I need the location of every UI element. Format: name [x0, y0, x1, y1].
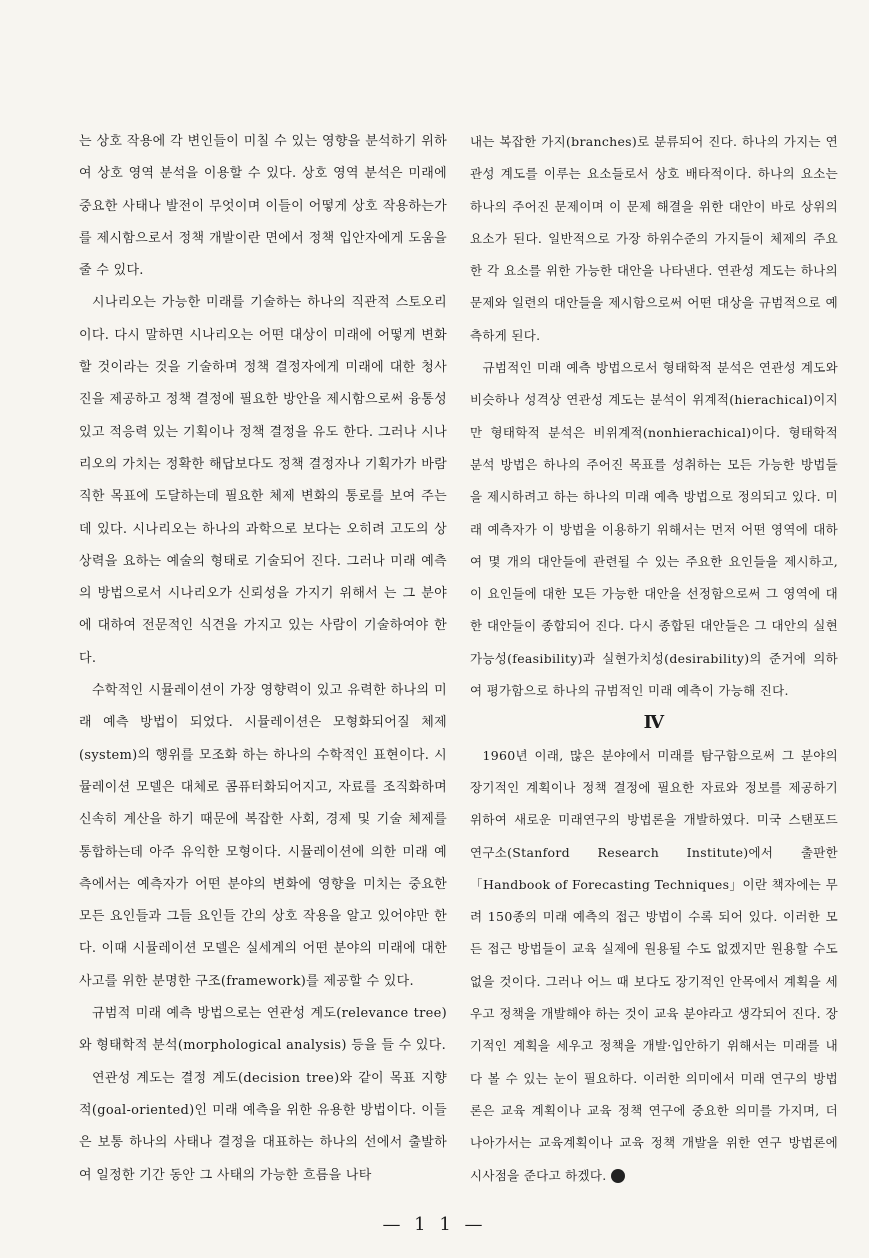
paragraph-relevance-tree: 연관성 계도는 결정 계도(decision tree)와 같이 목표 지향적(goal-oriented)인 미래 예측을 위한 유용한 방법이다. 이들은 보통 하나의 사태나 결정을 대표하는 하나의 선에서 출발하여 일정한 기간 동안 그 사태의 가능한 흐름을 나타 — [79, 1070, 447, 1183]
paragraph-simulation: 수학적인 시뮬레이션이 가장 영향력이 있고 유력한 하나의 미래 예측 방법이 되었다. 시뮬레이션은 모형화되어질 체제(system)의 행위를 모조화 하는 하나의 수학적인 표현이다. 시뮬레이션 모델은 대체로 콤퓨터화되어지고, 자료를 조직화하며 신속히 계산을 하기 때문에 복잡한 사회, 경제 및 기술 체제를 통합하는데 아주 유익한 모형이다. 시뮬레이션에 의한 미래 예측에서는 예측자가 어떤 분야의 변화에 영향을 미치는 중요한 모든 요인들과 그들 요인들 간의 상호 작용을 알고 있어야만 한다. 이때 시뮬레이션 모델은 실세계의 어떤 분야의 미래에 대한 사고를 위한 분명한 구조(framework)를 제공할 수 있다. — [79, 683, 447, 989]
paragraph-scenario: 시나리오는 가능한 미래를 기술하는 하나의 직관적 스토오리이다. 다시 말하면 시나리오는 어떤 대상이 미래에 어떻게 변화할 것이라는 것을 기술하며 정책 결정자에게 미래에 대한 청사진을 제공하고 정책 결정에 필요한 방안을 제시함으로써 융통성 있고 적응력 있는 기획이나 정책 결정을 유도 한다. 그러나 시나리오의 가치는 정확한 해답보다도 정책 결정자나 기획가가 바람직한 목표에 도달하는데 필요한 체제 변화의 통로를 보여 주는데 있다. 시나리오는 하나의 과학으로 보다는 오히려 고도의 상상력을 요하는 예술의 형태로 기술되어 진다. 그러나 미래 예측의 방법으로서 시나리오가 신뢰성을 가지기 위해서 는 그 분야에 대하여 전문적인 식견을 가지고 있는 사람이 기술하여야 한다. — [79, 295, 447, 666]
right-column — [470, 126, 838, 1192]
left-column — [79, 126, 447, 1192]
paragraph-branches: 내는 복잡한 가지(branches)로 분류되어 진다. 하나의 가지는 연관성 계도를 이루는 요소들로서 상호 배타적이다. 하나의 요소는 하나의 주어진 문제이며 이 문제 해결을 위한 대안이 바로 상위의 요소가 된다. 일반적으로 가장 하위수준의 가지들이 체제의 주요한 각 요소를 위한 가능한 대안을 나타낸다. 연관성 계도는 하나의 문제와 일련의 대안들을 제시함으로써 어떤 대상을 규범적으로 예측하게 된다. — [470, 134, 838, 343]
end-mark-icon — [611, 1169, 625, 1183]
paragraph-section-4-text: 1960년 이래, 많은 분야에서 미래를 탐구함으로써 그 분야의 장기적인 계획이나 정책 결정에 필요한 자료와 정보를 제공하기 위하여 새로운 미래연구의 방법론을 개발하였다. 미국 스탠포드 연구소(Stanford Research Institute)에서 출판한 「Handbook of Forecasting Techniques」이란 책자에는 무려 150종의 미래 예측의 접근 방법이 수록 되어 있다. 이러한 모든 접근 방법들이 교육 실제에 원용될 수도 없겠지만 원용할 수도 없을 것이다. 그러나 어느 때 보다도 장기적인 안목에서 계획을 세우고 정책을 개발해야 하는 것이 교육 분야라고 생각되어 진다. 장기적인 계획을 세우고 정책을 개발·입안하기 위해서는 미래를 내다 볼 수 있는 눈이 필요하다. 이러한 의미에서 미래 연구의 방법론은 교육 계획이나 교육 정책 연구에 중요한 의미를 가지며, 더 나아가서는 교육계획이나 교육 정책 개발을 위한 연구 방법론에 시사점을 준다고 하겠다. — [470, 747, 838, 1183]
paragraph-section-4 — [470, 740, 838, 1192]
paragraph-morphological: 규범적인 미래 예측 방법으로서 형태학적 분석은 연관성 계도와 비슷하나 성격상 연관성 계도는 분석이 위계적(hierachical)이지만 형태학적 분석은 비위계적(nonhierachical)이다. 형태학적 분석 방법은 하나의 주어진 목표를 성취하는 모든 가능한 방법들을 제시하려고 하는 하나의 미래 예측 방법으로 정의되고 있다. 미래 예측자가 이 방법을 이용하기 위해서는 먼저 어떤 영역에 대하여 몇 개의 대안들에 관련될 수 있는 주요한 요인들을 제시하고, 이 요인들에 대한 모든 가능한 대안을 선정함으로써 그 영역에 대한 대안들이 종합되어 진다. 다시 종합된 대안들은 그 대안의 실현 가능성(feasibility)과 실현가치성(desirability)의 준거에 의하여 평가함으로 하나의 규범적인 미래 예측이 가능해 진다. — [470, 360, 838, 699]
paragraph-normative-methods: 규범적 미래 예측 방법으로는 연관성 계도(relevance tree)와 형태학적 분석(morphological analysis) 등을 들 수 있다. — [79, 1006, 447, 1054]
paragraph-continued: 는 상호 작용에 각 변인들이 미칠 수 있는 영향을 분석하기 위하여 상호 영역 분석을 이용할 수 있다. 상호 영역 분석은 미래에 중요한 사태나 발전이 무엇이며 이들이 어떻게 상호 작용하는가를 제시함으로서 정책 개발이란 면에서 정책 입안자에게 도움을 줄 수 있다. — [79, 134, 447, 279]
page-number: — 1 1 — — [382, 1214, 487, 1235]
section-number: Ⅳ — [643, 712, 665, 734]
